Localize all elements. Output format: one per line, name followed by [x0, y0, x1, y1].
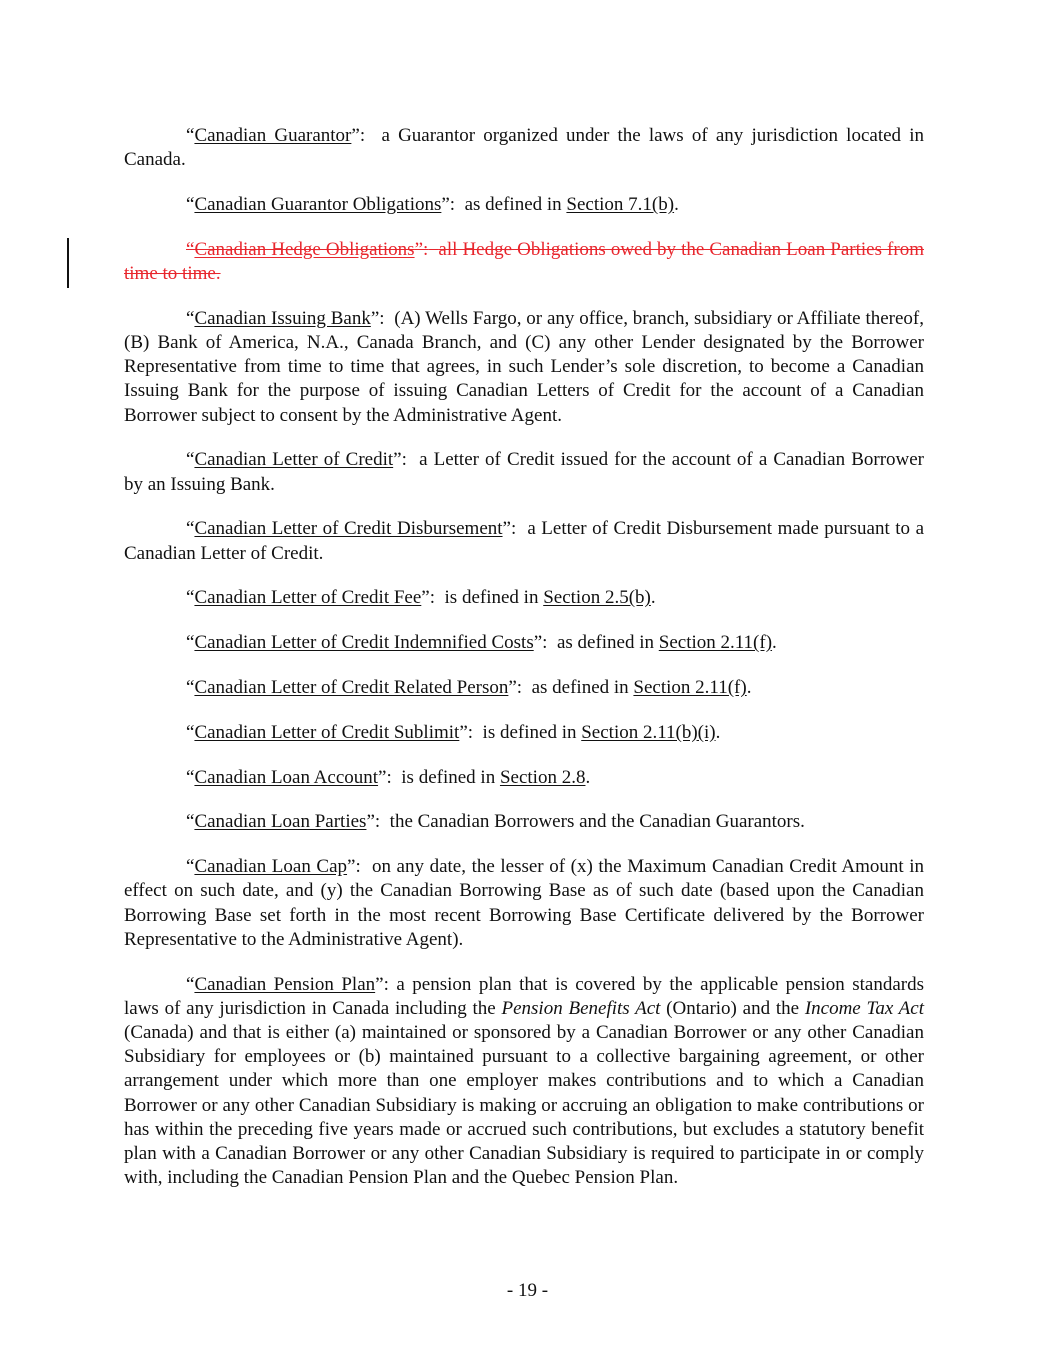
definition-paragraph [124, 124, 924, 172]
defined-term: Canadian Letter of Credit Related Person [194, 677, 509, 698]
definition-end: . [585, 766, 591, 788]
definition-end: . [674, 194, 679, 215]
deleted-definition-paragraph [124, 238, 924, 286]
close-quote: ”: [366, 811, 381, 833]
close-quote: ”: [351, 125, 366, 146]
definition-text: is defined in [482, 721, 582, 743]
defined-term: Canadian Guarantor Obligations [194, 194, 442, 215]
defined-term: Canadian Pension Plan [194, 973, 376, 995]
close-quote: ”: [441, 194, 456, 215]
close-quote: ”: [375, 973, 389, 995]
section-reference: Section 2.5(b) [543, 587, 651, 609]
close-quote: ”: [347, 856, 361, 878]
close-quote: ”: [393, 449, 407, 471]
open-quote: “ [186, 125, 195, 146]
open-quote: “ [186, 973, 195, 995]
section-reference: Section 2.8 [499, 766, 586, 788]
close-quote: ”: [370, 307, 385, 329]
definition-text: (Ontario) and the [660, 997, 805, 1019]
defined-term: Canadian Guarantor [194, 125, 352, 146]
definition-text: (Canada) and that is either (a) maintained or sponsored by a Canadian Borrower or any other Canadian Subsidiary for employees or (b) maintained pursuant to a collective bargaining agreement, or other arrangement under which more than one employer makes contributions and to which a Canadian Borrower or any other Canadian Subsidiary is making or accruing an obligation to make contributions or has within the preceding five years made or accrued such contributions, but excludes a statutory benefit plan with a Canadian Borrower or any other Canadian Subsidiary is required to participate in or comply with, including the Canadian Pension Plan and the Quebec Pension Plan. [124, 1022, 924, 1189]
open-quote: “ [186, 766, 195, 788]
close-quote: ”: [508, 677, 523, 698]
document-page [124, 124, 924, 1211]
defined-term: Canadian Letter of Credit Indemnified Costs [194, 632, 534, 654]
definition-text: as defined in [531, 677, 634, 698]
definition-text: a Letter of Credit issued for the account of a Canadian Borrower by an Issuing Bank. [124, 449, 925, 495]
close-quote: ”: [378, 766, 392, 788]
open-quote: “ [186, 518, 195, 540]
defined-term: Canadian Loan Account [194, 766, 379, 788]
definition-end: . [746, 677, 752, 698]
defined-term: Canadian Letter of Credit Fee [194, 587, 422, 609]
definition-paragraph [124, 448, 924, 496]
section-reference: Section 2.11(f) [658, 632, 773, 654]
defined-term: Canadian Issuing Bank [194, 307, 371, 329]
defined-term: Canadian Loan Parties [194, 811, 367, 833]
definition-text: as defined in [556, 632, 659, 654]
definition-text: on any date, the lesser of (x) the Maximum Canadian Credit Amount in effect on such date, and (y) the Canadian Borrowing Base as of such date (based upon the Canadian Borrowing Base set forth in the most recent Borrowing Base Certificate delivered by the Borrower Representative to the Administrative Agent). [124, 856, 924, 950]
definition-end: . [715, 721, 721, 743]
open-quote: “ [186, 677, 195, 698]
defined-term: Canadian Letter of Credit [194, 449, 394, 471]
definition-paragraph [124, 766, 924, 790]
statute-name: Pension Benefits Act [501, 997, 661, 1019]
definition-paragraph [124, 193, 924, 217]
open-quote: “ [186, 449, 195, 471]
definition-paragraph [124, 517, 924, 565]
close-quote: ”: [502, 518, 517, 540]
open-quote: “ [186, 856, 195, 878]
close-quote: ”: [533, 632, 548, 654]
definition-end: . [650, 587, 656, 609]
open-quote: “ [186, 811, 195, 833]
definition-text: is defined in [444, 587, 544, 609]
definition-paragraph [124, 307, 924, 428]
section-reference: Section 2.11(f) [633, 677, 747, 698]
page-number: - 19 - [506, 1280, 549, 1301]
open-quote: “ [186, 587, 195, 609]
open-quote: “ [186, 238, 195, 260]
definition-paragraph [124, 855, 924, 952]
open-quote: “ [186, 307, 195, 329]
definition-text: the Canadian Borrowers and the Canadian Guarantors. [389, 811, 805, 833]
definition-paragraph [124, 810, 924, 834]
close-quote: ”: [414, 238, 429, 260]
definition-end: . [772, 632, 777, 654]
definition-text: a pension plan that is covered by the applicable pension standards laws of any jurisdiction in Canada including the [124, 973, 924, 1019]
definition-paragraph [124, 586, 924, 610]
defined-term: Canadian Loan Cap [194, 856, 348, 878]
defined-term: Canadian Letter of Credit Sublimit [194, 721, 460, 743]
definition-text: is defined in [401, 766, 500, 788]
definition-paragraph [124, 631, 924, 655]
defined-term: Canadian Letter of Credit Disbursement [194, 518, 503, 540]
section-reference: Section 7.1(b) [566, 194, 675, 215]
definition-paragraph [124, 676, 924, 700]
statute-name: Income Tax Act [804, 997, 925, 1019]
definition-text: all Hedge Obligations owed by the Canadian Loan Parties from time to time. [124, 238, 924, 284]
definition-text: (A) Wells Fargo, or any office, branch, subsidiary or Affiliate thereof, (B) Bank of America, N.A., Canada Branch, and (C) any other Lender designated by the Borrower Representative from time to time that agrees, in such Lender’s sole discretion, to become a Canadian Issuing Bank for the purpose of issuing Canadian Letters of Credit for the account of a Canadian Borrower subject to consent by the Administrative Agent. [124, 307, 924, 426]
definition-text: a Letter of Credit Disbursement made pursuant to a Canadian Letter of Credit. [124, 518, 924, 564]
open-quote: “ [186, 632, 195, 654]
definition-paragraph [124, 721, 924, 745]
definition-paragraph [124, 973, 924, 1191]
close-quote: ”: [459, 721, 474, 743]
definition-text: a Guarantor organized under the laws of any jurisdiction located in Canada. [124, 125, 924, 171]
defined-term: Canadian Hedge Obligations [194, 238, 415, 260]
close-quote: ”: [421, 587, 436, 609]
open-quote: “ [186, 721, 195, 743]
section-reference: Section 2.11(b)(i) [581, 721, 716, 743]
open-quote: “ [186, 194, 195, 215]
change-bar [67, 238, 69, 288]
definition-text: as defined in [464, 194, 567, 215]
